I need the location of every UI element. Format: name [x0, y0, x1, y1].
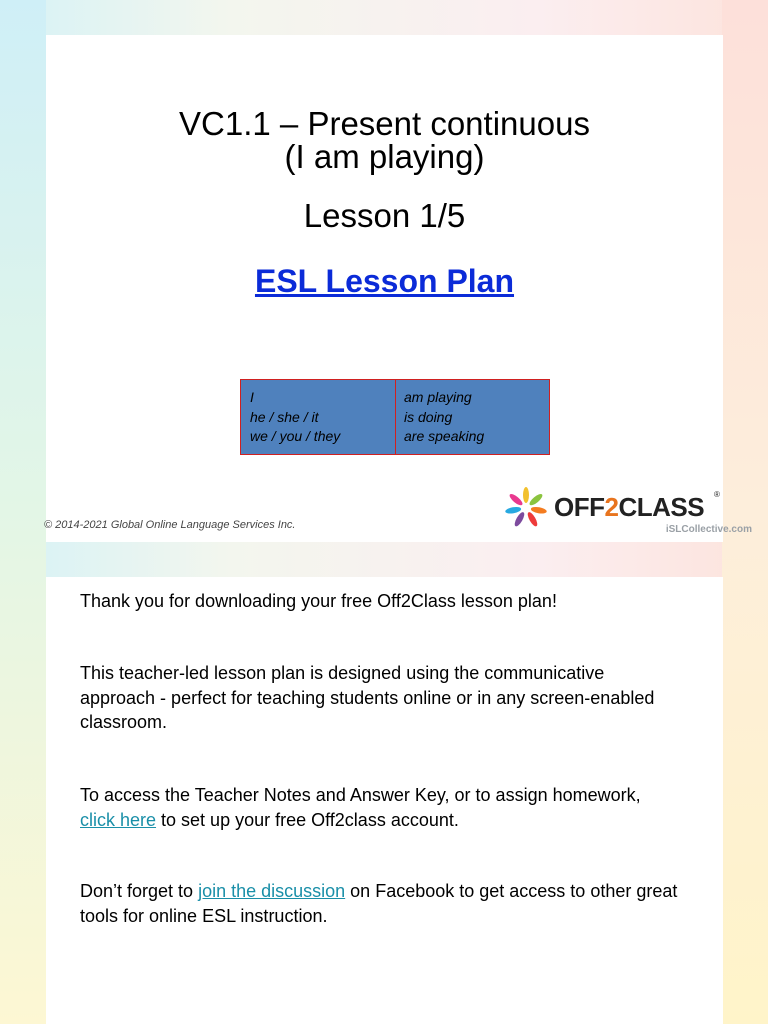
logo-off: OFF	[554, 492, 605, 522]
grammar-table	[240, 379, 550, 455]
logo-two: 2	[604, 492, 619, 522]
registered-mark: ®	[714, 490, 720, 499]
flower-icon	[502, 484, 550, 528]
slide-intro-page	[46, 577, 723, 1024]
thank-you-paragraph: Thank you for downloading your free Off2Class lesson plan!	[80, 591, 557, 611]
access-text-before: To access the Teacher Notes and Answer Key, or to assign homework,	[80, 785, 641, 805]
discussion-text-after: on Facebook to get access to other great tools for online ESL instruction.	[80, 881, 678, 926]
subject-cell: I	[250, 389, 254, 405]
logo-class: CLASS	[618, 492, 705, 522]
description-paragraph: This teacher-led lesson plan is designed using the communicative approach - perfect for teaching students online or in any screen-enabled classroom.	[80, 663, 655, 732]
subjects-column	[241, 380, 396, 454]
discussion-paragraph	[80, 879, 680, 928]
background-left-strip	[0, 0, 46, 1024]
watermark-text: iSLCollective.com	[665, 524, 752, 535]
access-text-after: to set up your free Off2class account.	[156, 809, 459, 830]
subject-cell: we / you / they	[250, 428, 341, 444]
title-line-2: (I am playing)	[284, 138, 485, 175]
verbs-column	[396, 380, 549, 454]
copyright-text: © 2014-2021 Global Online Language Services Inc.	[44, 519, 296, 531]
background-right-strip	[722, 0, 768, 1024]
verb-cell: am playing	[404, 389, 472, 405]
title-line-1: VC1.1 – Present continuous	[179, 105, 590, 142]
verb-cell: are speaking	[404, 428, 485, 444]
verb-cell: is doing	[404, 408, 453, 425]
click-here-link[interactable]: click here	[80, 809, 157, 830]
join-discussion-link[interactable]: join the discussion	[198, 881, 346, 901]
esl-lesson-plan-link[interactable]: ESL Lesson Plan	[254, 263, 515, 299]
subject-cell: he / she / it	[250, 408, 319, 425]
logo-wordmark	[554, 492, 704, 523]
slide-title-page	[44, 35, 752, 542]
discussion-text-before: Don’t forget to	[80, 881, 199, 901]
lesson-number: Lesson 1/5	[303, 197, 466, 234]
access-paragraph	[80, 783, 680, 832]
